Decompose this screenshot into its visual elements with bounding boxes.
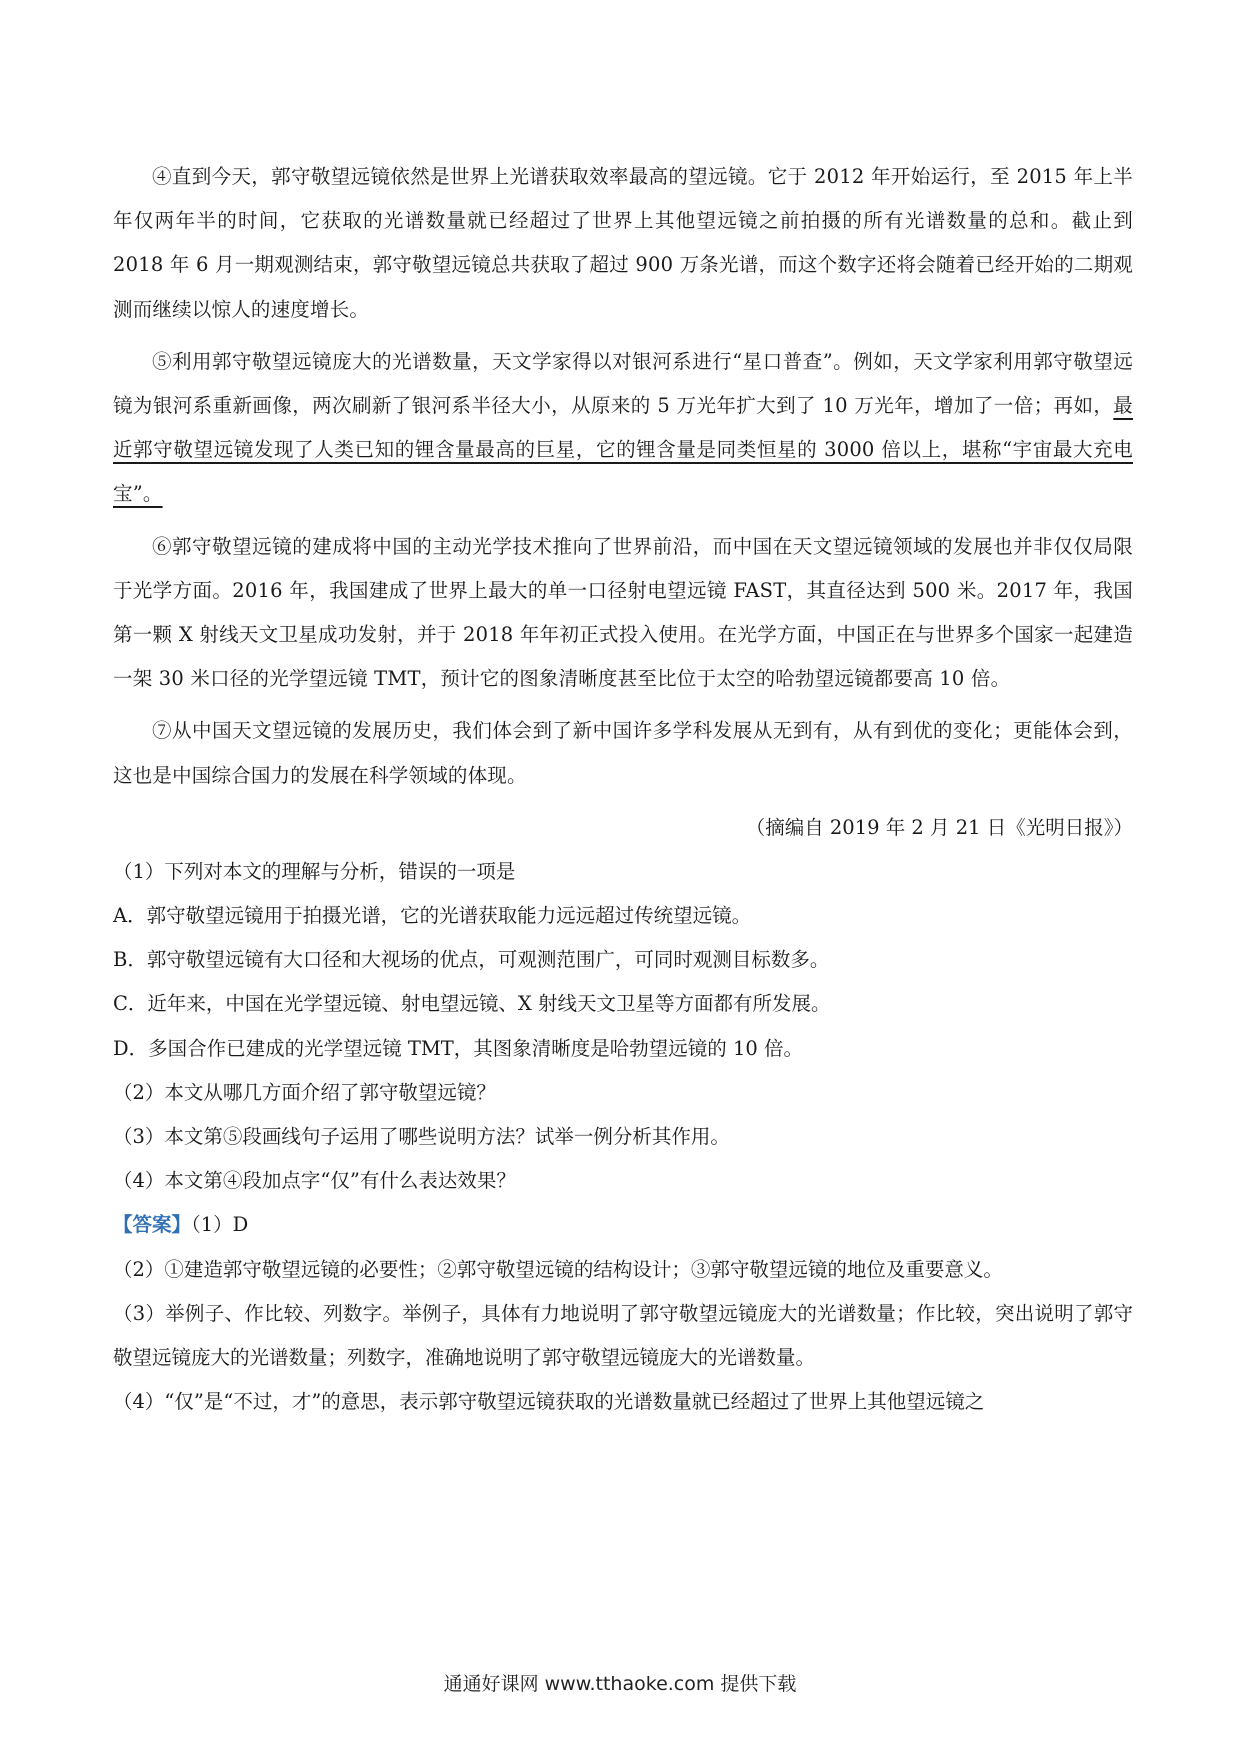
question-2: （2）本文从哪几方面介绍了郭守敬望远镜？ bbox=[113, 1080, 496, 1104]
paragraph-6: ⑥郭守敬望远镜的建成将中国的主动光学技术推向了世界前沿，而中国在天文望远镜领域的发展也并非仅仅局限于光学方面。2016 年，我国建成了世界上最大的单一口径射电望远镜 FAST，其直径达到 500 米。2017 年，我国第一颗 X 射线天文卫星成功发射，并于 2018 年年初正式投入使用。在光学方面，中国正在与世界多个国家一起建造一架 30 米口径的光学望远镜 TMT，预计它的图象清晰度甚至比位于太空的哈勃望远镜都要高 10 倍。 bbox=[113, 534, 1133, 691]
option-a: A．郭守敬望远镜用于拍摄光谱，它的光谱获取能力远远超过传统望远镜。 bbox=[113, 904, 752, 928]
option-b: B．郭守敬望远镜有大口径和大视场的优点，可观测范围广，可同时观测目标数多。 bbox=[113, 948, 830, 972]
underlined-sentence: 最近郭守敬望远镜发现了人类已知的锂含量最高的巨星，它的锂含量是同类恒星的 3000 倍以上，堪称“宇宙最大充电宝”。 bbox=[113, 394, 1133, 506]
answer-2: （2）①建造郭守敬望远镜的必要性；②郭守敬望远镜的结构设计；③郭守敬望远镜的地位及重要意义。 bbox=[113, 1257, 1003, 1281]
answer-4: （4）“仅”是“不过，才”的意思，表示郭守敬望远镜获取的光谱数量就已经超过了世界上其他望远镜之 bbox=[113, 1390, 985, 1414]
question-4: （4）本文第④段加点字“仅”有什么表达效果？ bbox=[113, 1169, 516, 1193]
option-c: C．近年来，中国在光学望远镜、射电望远镜、X 射线天文卫星等方面都有所发展。 bbox=[113, 992, 831, 1016]
document-body bbox=[113, 155, 1133, 1424]
answer-1 bbox=[113, 1203, 1133, 1247]
paragraph-4: ④直到今天，郭守敬望远镜依然是世界上光谱获取效率最高的望远镜。它于 2012 年开始运行，至 2015 年上半年仅两年半的时间，它获取的光谱数量就已经超过了世界上其他望远镜之前拍摄的所有光谱数量的总和。截止到 2018 年 6 月一期观测结束，郭守敬望远镜总共获取了超过 900 万条光谱，而这个数字还将会随着已经开始的二期观测而继续以惊人的速度增长。 bbox=[113, 165, 1133, 321]
source-citation: （摘编自 2019 年 2 月 21 日《光明日报》） bbox=[745, 815, 1133, 839]
paragraph-7: ⑦从中国天文望远镜的发展历史，我们体会到了新中国许多学科发展从无到有，从有到优的变化；更能体会到，这也是中国综合国力的发展在科学领域的体现。 bbox=[113, 719, 1133, 787]
option-d: D．多国合作已建成的光学望远镜 TMT，其图象清晰度是哈勃望远镜的 10 倍。 bbox=[113, 1036, 804, 1060]
answer-1-text: （1）D bbox=[191, 1213, 249, 1237]
question-3: （3）本文第⑤段画线句子运用了哪些说明方法？试举一例分析其作用。 bbox=[113, 1125, 730, 1149]
paragraph-5 bbox=[113, 340, 1133, 517]
footer-text: 通通好课网 www.tthaoke.com 提供下载 bbox=[443, 1673, 797, 1695]
paragraph-5-text: ⑤利用郭守敬望远镜庞大的光谱数量，天文学家得以对银河系进行“星口普查”。例如，天文学家利用郭守敬望远镜为银河系重新画像，两次刷新了银河系半径大小，从原来的 5 万光年扩大到了 10 万光年，增加了一倍；再如， bbox=[113, 349, 1133, 418]
question-1: （1）下列对本文的理解与分析，错误的一项是 bbox=[113, 859, 516, 883]
answer-3: （3）举例子、作比较、列数字。举例子，具体有力地说明了郭守敬望远镜庞大的光谱数量；作比较，突出说明了郭守敬望远镜庞大的光谱数量；列数字，准确地说明了郭守敬望远镜庞大的光谱数量。 bbox=[113, 1301, 1133, 1370]
answer-tag: 【答案】 bbox=[113, 1213, 192, 1237]
